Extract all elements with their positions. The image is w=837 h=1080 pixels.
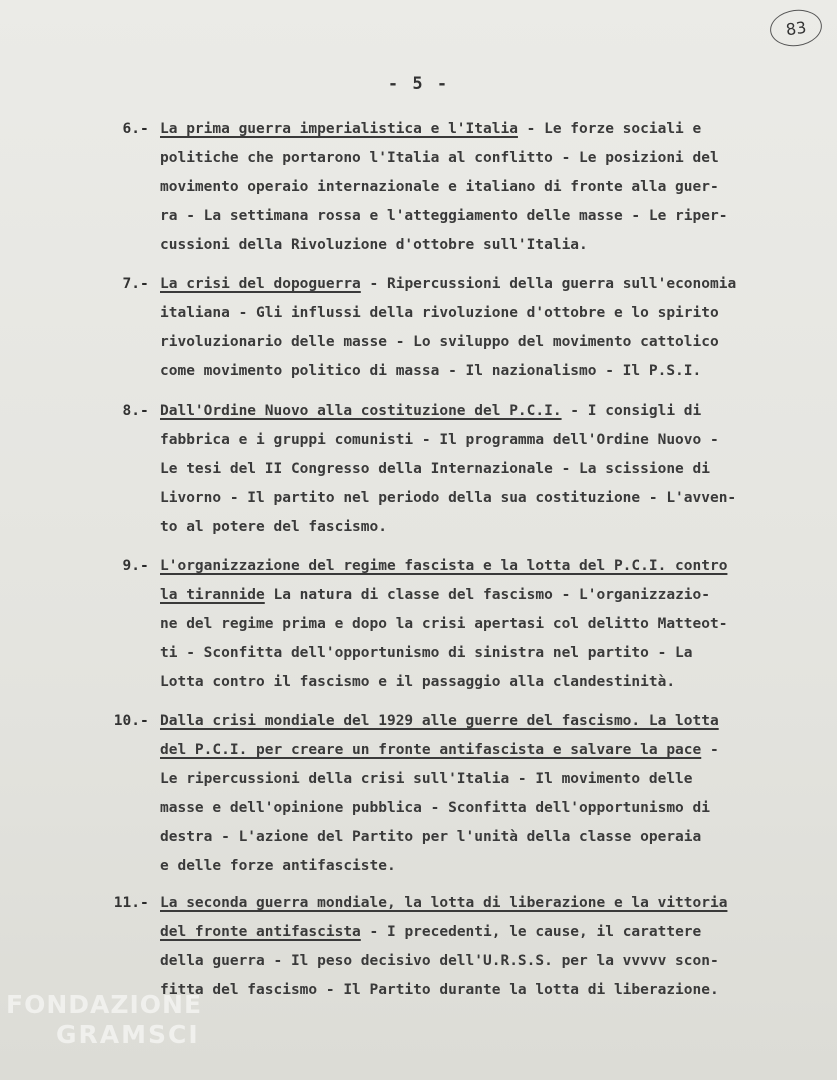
text-line bbox=[160, 668, 820, 697]
line-text: rivoluzionario delle masse - Lo sviluppo del movimento cattolico bbox=[160, 334, 719, 350]
section-dash: - bbox=[140, 713, 149, 729]
line-text: to al potere del fascismo. bbox=[160, 519, 387, 535]
text-line bbox=[160, 455, 820, 484]
line-text: e delle forze antifasciste. bbox=[160, 858, 396, 874]
section-title: del P.C.I. per creare un fronte antifascista e salvare la pace bbox=[160, 742, 702, 758]
line-text: italiana - Gli influssi della rivoluzione d'ottobre e lo spirito bbox=[160, 305, 719, 321]
text-line bbox=[160, 736, 820, 765]
line-text: politiche che portarono l'Italia al conflitto - Le posizioni del bbox=[160, 150, 719, 166]
line-text: destra - L'azione del Partito per l'unità della classe operaia bbox=[160, 829, 702, 845]
page-stamp-number: 83 bbox=[784, 17, 808, 39]
section-dash: - bbox=[140, 121, 149, 137]
text-line bbox=[160, 610, 820, 639]
line-text: Le tesi del II Congresso della Internazionale - La scissione di bbox=[160, 461, 710, 477]
text-line bbox=[160, 918, 820, 947]
section-title: La seconda guerra mondiale, la lotta di liberazione e la vittoria bbox=[160, 895, 728, 911]
section-title: La crisi del dopoguerra bbox=[160, 276, 361, 292]
text-line bbox=[160, 173, 820, 202]
text-line bbox=[160, 889, 820, 918]
text-line bbox=[160, 115, 820, 144]
section-body bbox=[140, 115, 820, 260]
text-line bbox=[160, 357, 820, 386]
text-line bbox=[160, 328, 820, 357]
line-text: Le ripercussioni della crisi sull'Italia - Il movimento delle bbox=[160, 771, 693, 787]
watermark-line-1: FONDAZIONE bbox=[6, 990, 203, 1019]
text-line bbox=[160, 794, 820, 823]
section-title: del fronte antifascista bbox=[160, 924, 361, 940]
section-title: Dalla crisi mondiale del 1929 alle guerre del fascismo. La lotta bbox=[160, 713, 719, 729]
section-number: 8. bbox=[122, 403, 140, 419]
page-stamp bbox=[768, 7, 825, 50]
section-title: la tirannide bbox=[160, 587, 265, 603]
watermark-logo bbox=[6, 990, 216, 1050]
section-number: 10. bbox=[113, 713, 140, 729]
line-text: La natura di classe del fascismo - L'organizzazio- bbox=[264, 587, 710, 603]
section-body bbox=[140, 397, 820, 542]
section-title: L'organizzazione del regime fascista e la lotta del P.C.I. contro bbox=[160, 558, 728, 574]
line-text: - Ripercussioni della guerra sull'economia bbox=[360, 276, 737, 292]
section-number: 11. bbox=[113, 895, 140, 911]
line-text: masse e dell'opinione pubblica - Sconfitta dell'opportunismo di bbox=[160, 800, 710, 816]
line-text: come movimento politico di massa - Il nazionalismo - Il P.S.I. bbox=[160, 363, 702, 379]
section-body bbox=[140, 889, 820, 1005]
text-line bbox=[160, 397, 820, 426]
section-number: 7. bbox=[122, 276, 140, 292]
section-dash: - bbox=[140, 403, 149, 419]
text-line bbox=[160, 581, 820, 610]
section-dash: - bbox=[140, 276, 149, 292]
section-number: 9. bbox=[122, 558, 140, 574]
line-text: ra - La settimana rossa e l'atteggiamento delle masse - Le riper- bbox=[160, 208, 728, 224]
section-dash: - bbox=[140, 558, 149, 574]
section-dash: - bbox=[140, 895, 149, 911]
line-text: movimento operaio internazionale e italiano di fronte alla guer- bbox=[160, 179, 719, 195]
line-text: ti - Sconfitta dell'opportunismo di sinistra nel partito - La bbox=[160, 645, 693, 661]
section-body bbox=[140, 707, 820, 881]
section-title: La prima guerra imperialistica e l'Italia bbox=[160, 121, 518, 137]
text-line bbox=[160, 426, 820, 455]
line-text: Lotta contro il fascismo e il passaggio alla clandestinità. bbox=[160, 674, 676, 690]
text-line bbox=[160, 484, 820, 513]
page-number: - 5 - bbox=[387, 74, 450, 94]
section-title: Dall'Ordine Nuovo alla costituzione del P.C.I. bbox=[160, 403, 562, 419]
line-text: - Le forze sociali e bbox=[517, 121, 702, 137]
text-line bbox=[160, 270, 820, 299]
text-line bbox=[160, 202, 820, 231]
text-line bbox=[160, 299, 820, 328]
line-text: - I precedenti, le cause, il carattere bbox=[360, 924, 702, 940]
text-line bbox=[160, 639, 820, 668]
text-line bbox=[160, 231, 820, 260]
line-text: fitta del fascismo - Il Partito durante la lotta di liberazione. bbox=[160, 982, 719, 998]
text-line bbox=[160, 765, 820, 794]
text-line bbox=[160, 852, 820, 881]
text-line bbox=[160, 707, 820, 736]
watermark-line-2: GRAMSCI bbox=[56, 1020, 200, 1049]
line-text: cussioni della Rivoluzione d'ottobre sull'Italia. bbox=[160, 237, 588, 253]
text-line bbox=[160, 513, 820, 542]
line-text: fabbrica e i gruppi comunisti - Il programma dell'Ordine Nuovo - bbox=[160, 432, 719, 448]
section-number: 6. bbox=[122, 121, 140, 137]
text-line bbox=[160, 144, 820, 173]
text-line bbox=[160, 823, 820, 852]
text-line bbox=[160, 947, 820, 976]
line-text: della guerra - Il peso decisivo dell'U.R.S.S. per la vvvvv scon- bbox=[160, 953, 719, 969]
text-line bbox=[160, 976, 820, 1005]
line-text: Livorno - Il partito nel periodo della sua costituzione - L'avven- bbox=[160, 490, 737, 506]
text-line bbox=[160, 552, 820, 581]
section-body bbox=[140, 270, 820, 386]
section-body bbox=[140, 552, 820, 697]
line-text: ne del regime prima e dopo la crisi apertasi col delitto Matteot- bbox=[160, 616, 728, 632]
line-text: - bbox=[701, 742, 719, 758]
line-text: - I consigli di bbox=[561, 403, 702, 419]
